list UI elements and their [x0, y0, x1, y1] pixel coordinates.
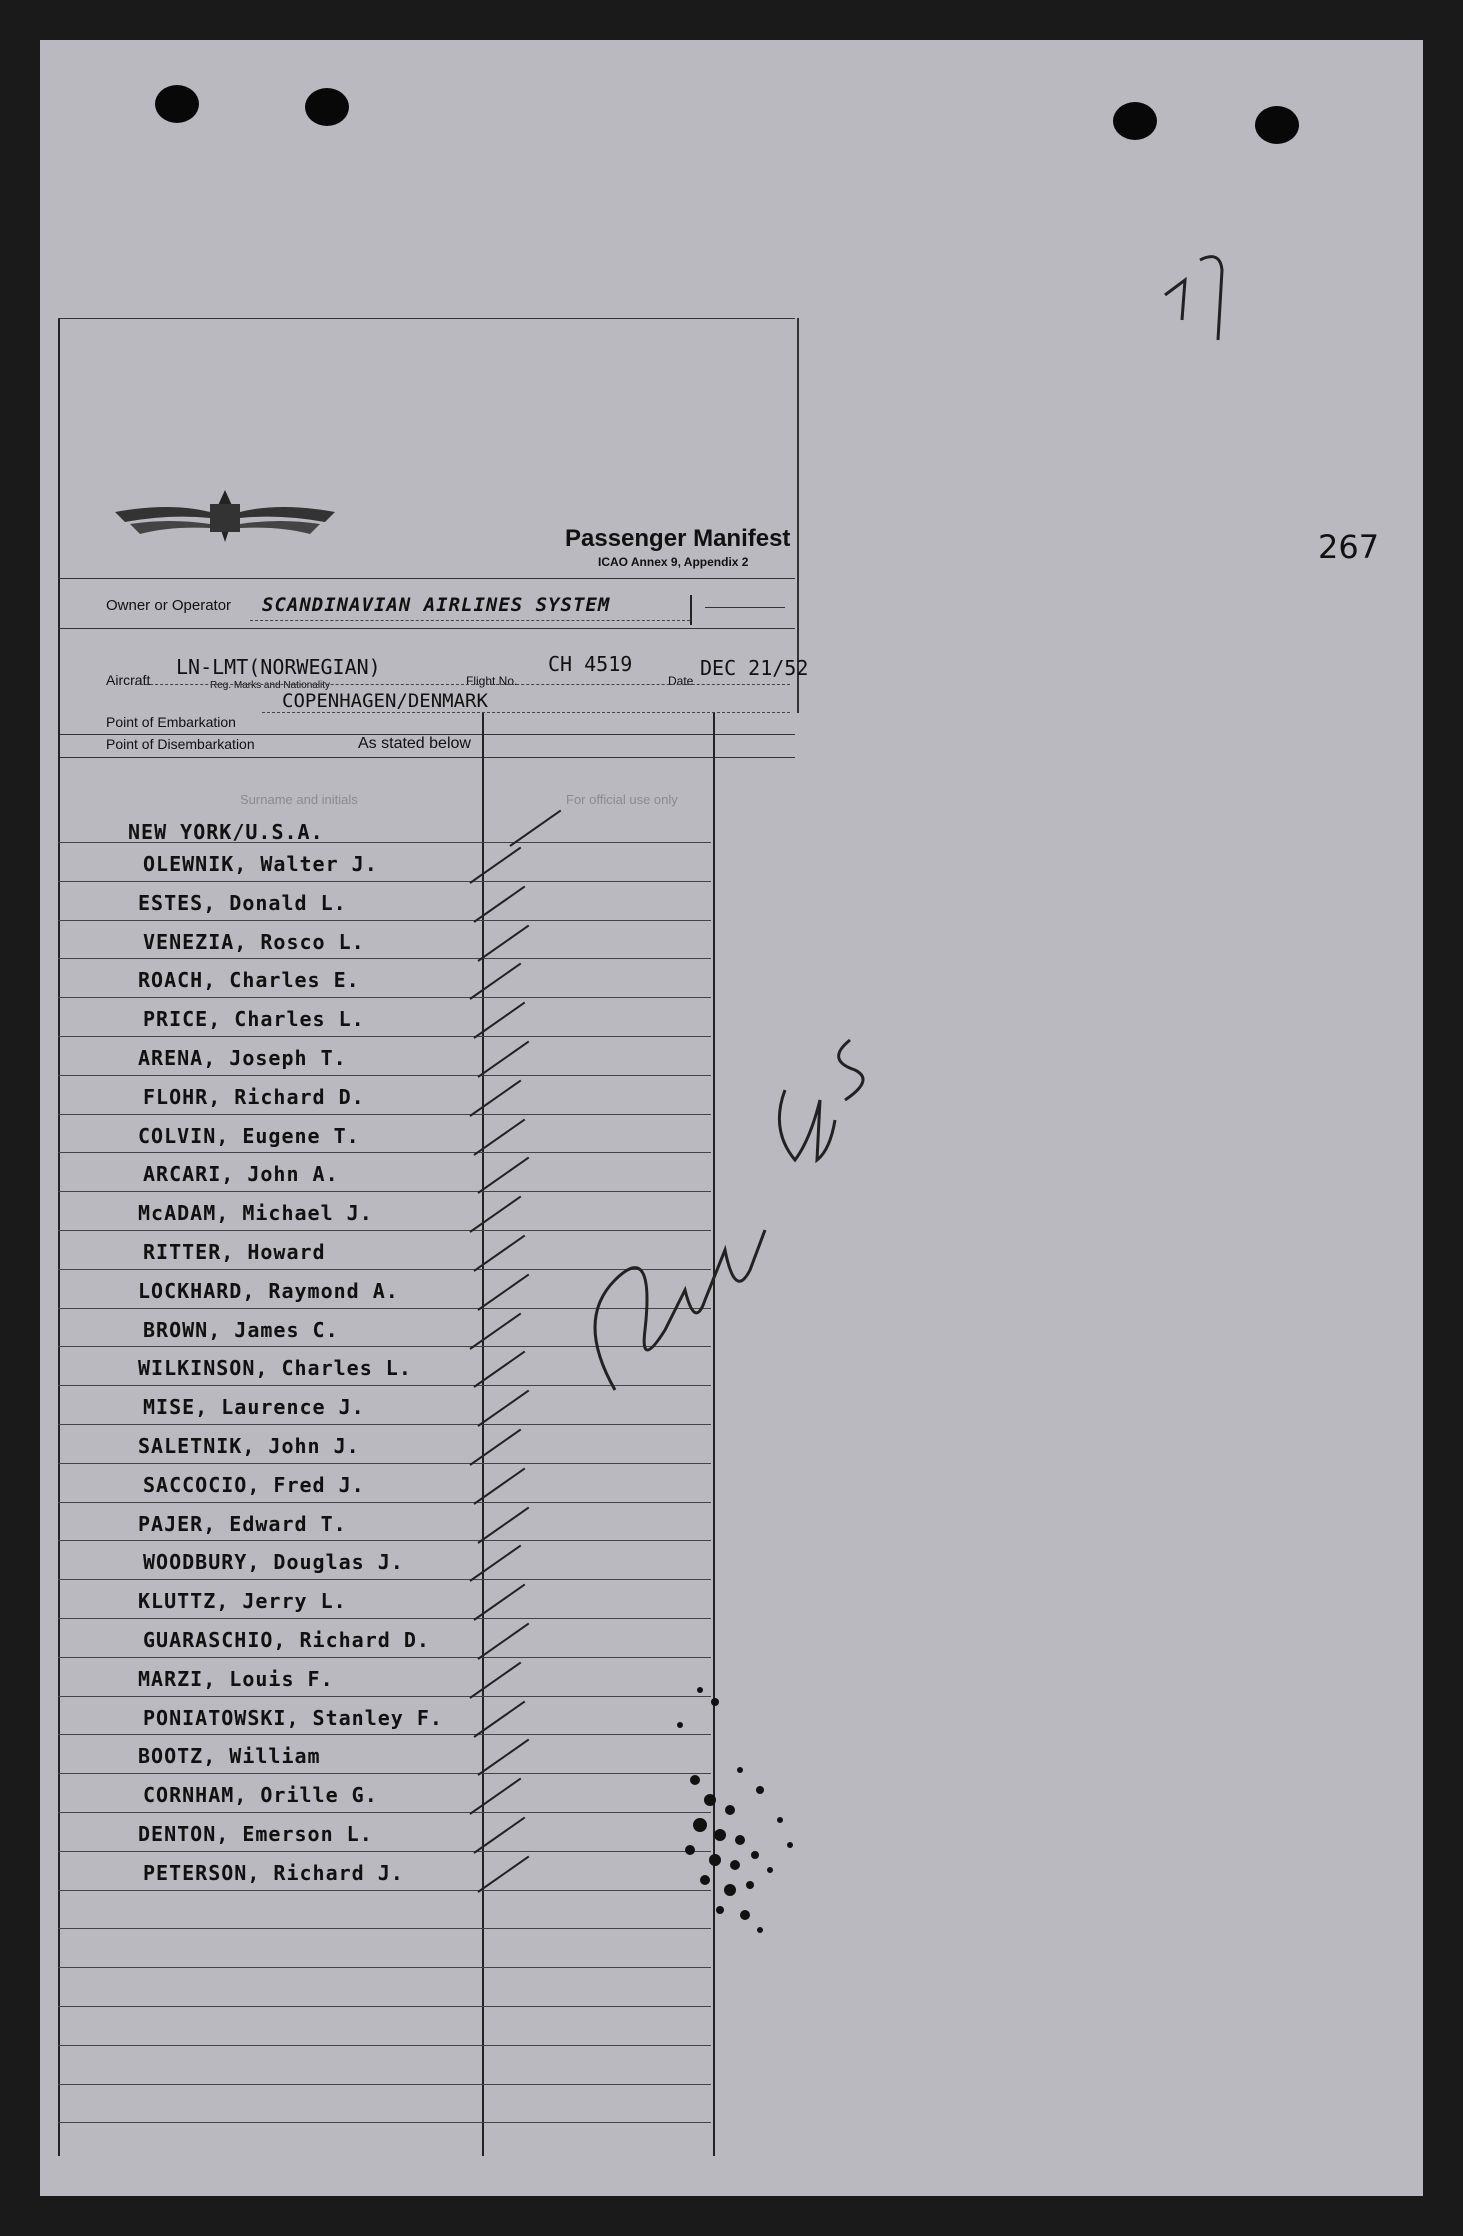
passenger-name: BROWN, James C.: [143, 1317, 339, 1342]
row-line: [58, 920, 711, 921]
flight-value: CH 4519: [548, 652, 633, 676]
punch-hole: [305, 88, 349, 126]
row-line: [58, 1424, 711, 1425]
passenger-name: DENTON, Emerson L.: [138, 1822, 373, 1846]
passenger-name: PAJER, Edward T.: [138, 1511, 347, 1536]
row-line: [58, 2084, 711, 2085]
passenger-name: MISE, Laurence J.: [143, 1395, 365, 1420]
page-number: 267: [1318, 528, 1380, 566]
passenger-name: ARCARI, John A.: [143, 1162, 339, 1187]
destination-entry: NEW YORK/U.S.A.: [128, 820, 324, 844]
short-line: [705, 607, 785, 608]
row-line: [58, 1657, 711, 1658]
passenger-name: COLVIN, Eugene T.: [138, 1123, 360, 1148]
punch-hole: [1255, 106, 1299, 144]
passenger-name: BOOTZ, William: [138, 1744, 321, 1769]
passenger-name: KLUTTZ, Jerry L.: [138, 1589, 347, 1614]
form-title: Passenger Manifest: [565, 525, 791, 552]
handwritten-initials: [555, 1000, 875, 1400]
row-line: [58, 2006, 711, 2007]
row-line: [58, 2045, 711, 2046]
col-header-names: Surname and initials: [240, 792, 358, 807]
date-value: DEC 21/52: [700, 656, 809, 680]
col-header-official: For official use only: [566, 792, 678, 807]
separator-mark: [690, 595, 692, 625]
embarkation-label: Point of Embarkation: [106, 714, 236, 730]
row-line: [58, 1851, 711, 1852]
passenger-name: MARZI, Louis F.: [138, 1666, 334, 1691]
owner-label: Owner or Operator: [106, 597, 232, 614]
embarkation-value: COPENHAGEN/DENMARK: [282, 690, 488, 712]
row-line: [58, 1734, 711, 1735]
passenger-name: WILKINSON, Charles L.: [138, 1356, 412, 1381]
punch-hole: [155, 85, 199, 123]
passenger-name: ARENA, Joseph T.: [138, 1046, 347, 1070]
handwritten-mark: [1160, 240, 1240, 350]
row-line: [58, 1928, 711, 1929]
reg-note: Reg. Marks and Nationality: [210, 680, 331, 691]
aircraft-value: LN-LMT(NORWEGIAN): [176, 655, 381, 679]
column-divider: [482, 713, 484, 2156]
passenger-name: PRICE, Charles L.: [143, 1007, 365, 1032]
owner-value: SCANDINAVIAN AIRLINES SYSTEM: [262, 594, 611, 616]
passenger-name: SACCOCIO, Fred J.: [143, 1472, 365, 1497]
passenger-name: ROACH, Charles E.: [138, 968, 360, 993]
passenger-name: PETERSON, Richard J.: [143, 1860, 404, 1885]
row-line: [58, 1967, 711, 1968]
passenger-name: VENEZIA, Rosco L.: [143, 929, 365, 954]
punch-hole: [1113, 102, 1157, 140]
passenger-name: WOODBURY, Douglas J.: [143, 1550, 404, 1575]
row-line: [58, 1618, 711, 1619]
passenger-name: OLEWNIK, Walter J.: [143, 852, 378, 876]
passenger-name: ESTES, Donald L.: [138, 890, 347, 915]
divider: [58, 578, 795, 579]
disembarkation-label: Point of Disembarkation: [106, 736, 255, 752]
row-line: [58, 2122, 711, 2123]
row-line: [58, 1463, 711, 1464]
flight-label: Flight No.: [466, 674, 518, 688]
disembarkation-value: As stated below: [358, 735, 471, 752]
passenger-name: SALETNIK, John J.: [138, 1434, 360, 1458]
header-top-line: [58, 318, 795, 319]
passenger-name: CORNHAM, Orille G.: [143, 1783, 378, 1808]
row-line: [58, 1696, 711, 1697]
passenger-name: PONIATOWSKI, Stanley F.: [143, 1705, 443, 1730]
aircraft-label: Aircraft: [106, 672, 151, 688]
row-line: [58, 881, 711, 882]
airline-wings-logo: [110, 482, 340, 552]
row-line: [58, 1773, 711, 1774]
passenger-name: RITTER, Howard: [143, 1240, 326, 1264]
passenger-name: GUARASCHIO, Richard D.: [143, 1628, 430, 1652]
divider: [58, 628, 795, 629]
passenger-name: FLOHR, Richard D.: [143, 1084, 365, 1109]
form-subtitle: ICAO Annex 9, Appendix 2: [598, 555, 749, 569]
row-line: [58, 1540, 711, 1541]
row-line: [58, 997, 711, 998]
date-label: Date: [668, 674, 694, 688]
row-line: [58, 958, 711, 959]
passenger-name: LOCKHARD, Raymond A.: [138, 1278, 399, 1303]
row-line: [58, 1579, 711, 1580]
row-line: [58, 1890, 711, 1891]
passenger-name: McADAM, Michael J.: [138, 1201, 373, 1226]
row-line: [58, 1812, 711, 1813]
row-line: [58, 1502, 711, 1503]
aircraft-underline: [135, 684, 790, 685]
ink-stain: [640, 1660, 860, 1960]
owner-underline: [250, 620, 690, 621]
